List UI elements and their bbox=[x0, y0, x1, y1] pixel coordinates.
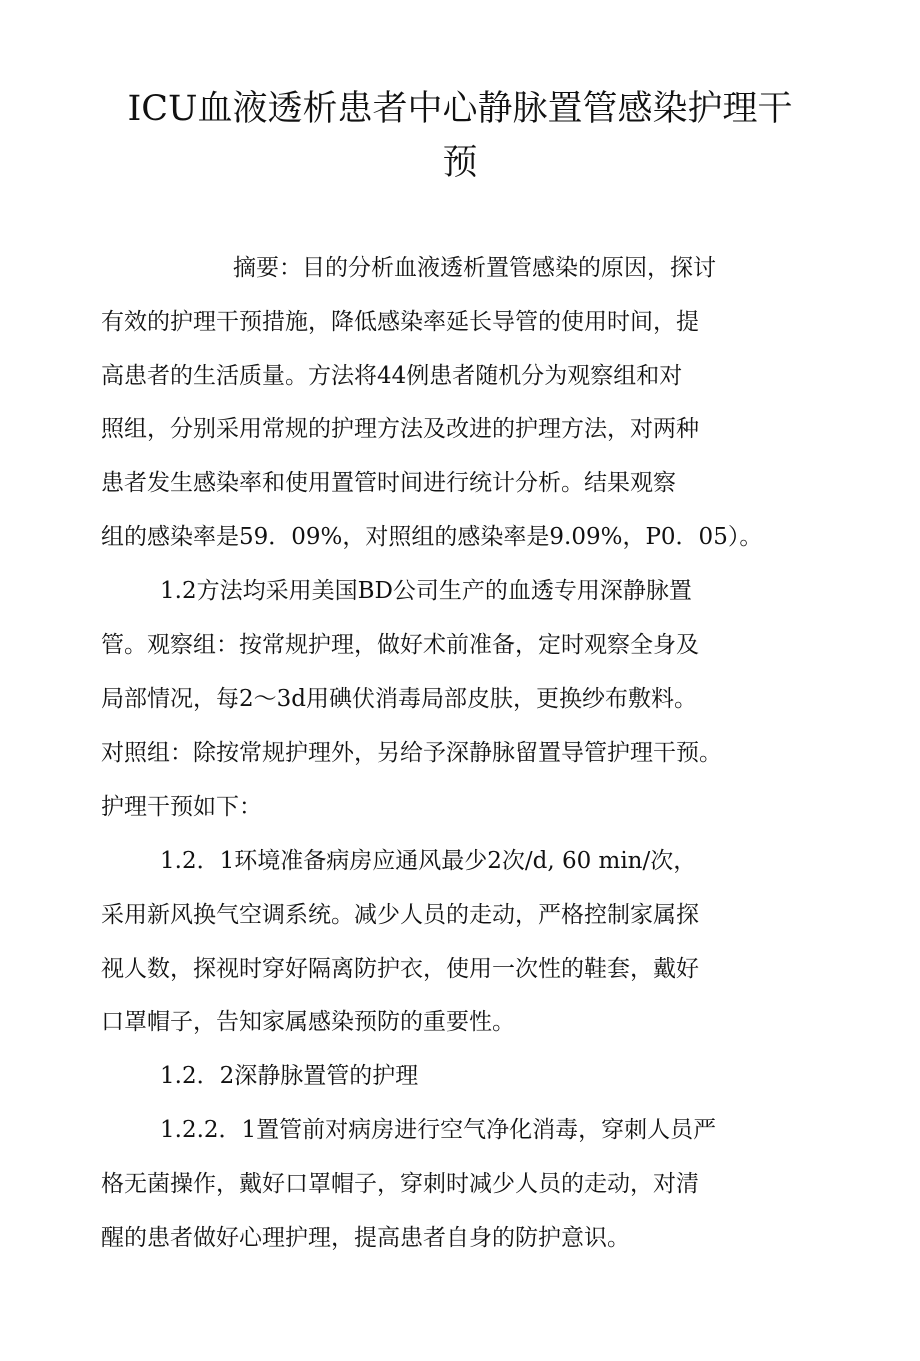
environment-line-3: 视人数，探视时穿好隔离防护衣，使用一次性的鞋套，戴好 bbox=[101, 956, 699, 982]
method-line-5: 护理干预如下： bbox=[101, 794, 262, 820]
environment-line-1: 1.2．1环境准备病房应通风最少2次/d, 60 min/次， bbox=[160, 848, 697, 874]
title-line-2: 预 bbox=[442, 143, 478, 183]
abstract-line-4: 照组，分别采用常规的护理方法及改进的护理方法，对两种 bbox=[101, 416, 699, 442]
environment-line-4: 口罩帽子，告知家属感染预防的重要性。 bbox=[101, 1009, 515, 1035]
section-heading-1-2-2: 1.2．2深静脉置管的护理 bbox=[160, 1063, 419, 1089]
abstract-line-2: 有效的护理干预措施，降低感染率延长导管的使用时间，提 bbox=[101, 309, 699, 335]
environment-line-2: 采用新风换气空调系统。减少人员的走动，严格控制家属探 bbox=[101, 902, 699, 928]
abstract-line-1: 摘要：目的分析血液透析置管感染的原因，探讨 bbox=[233, 255, 716, 281]
document-title bbox=[60, 82, 860, 190]
abstract-line-5: 患者发生感染率和使用置管时间进行统计分析。结果观察 bbox=[101, 470, 676, 496]
abstract-line-6: 组的感染率是59．09%，对照组的感染率是9.09%，P0．05）。 bbox=[101, 524, 763, 550]
method-line-2: 管。观察组：按常规护理，做好术前准备，定时观察全身及 bbox=[101, 632, 699, 658]
method-line-1: 1.2方法均采用美国BD公司生产的血透专用深静脉置 bbox=[160, 578, 692, 604]
catheter-line-2: 格无菌操作，戴好口罩帽子，穿刺时减少人员的走动，对清 bbox=[101, 1171, 699, 1197]
method-line-3: 局部情况，每2～3d用碘伏消毒局部皮肤，更换纱布敷料。 bbox=[101, 686, 697, 712]
method-line-4: 对照组：除按常规护理外，另给予深静脉留置导管护理干预。 bbox=[101, 740, 722, 766]
catheter-line-1: 1.2.2．1置管前对病房进行空气净化消毒，穿刺人员严 bbox=[160, 1117, 717, 1143]
title-line-1: ICU血液透析患者中心静脉置管感染护理干 bbox=[127, 89, 793, 129]
abstract-line-3: 高患者的生活质量。方法将44例患者随机分为观察组和对 bbox=[101, 363, 683, 389]
catheter-line-3: 醒的患者做好心理护理，提高患者自身的防护意识。 bbox=[101, 1225, 630, 1251]
